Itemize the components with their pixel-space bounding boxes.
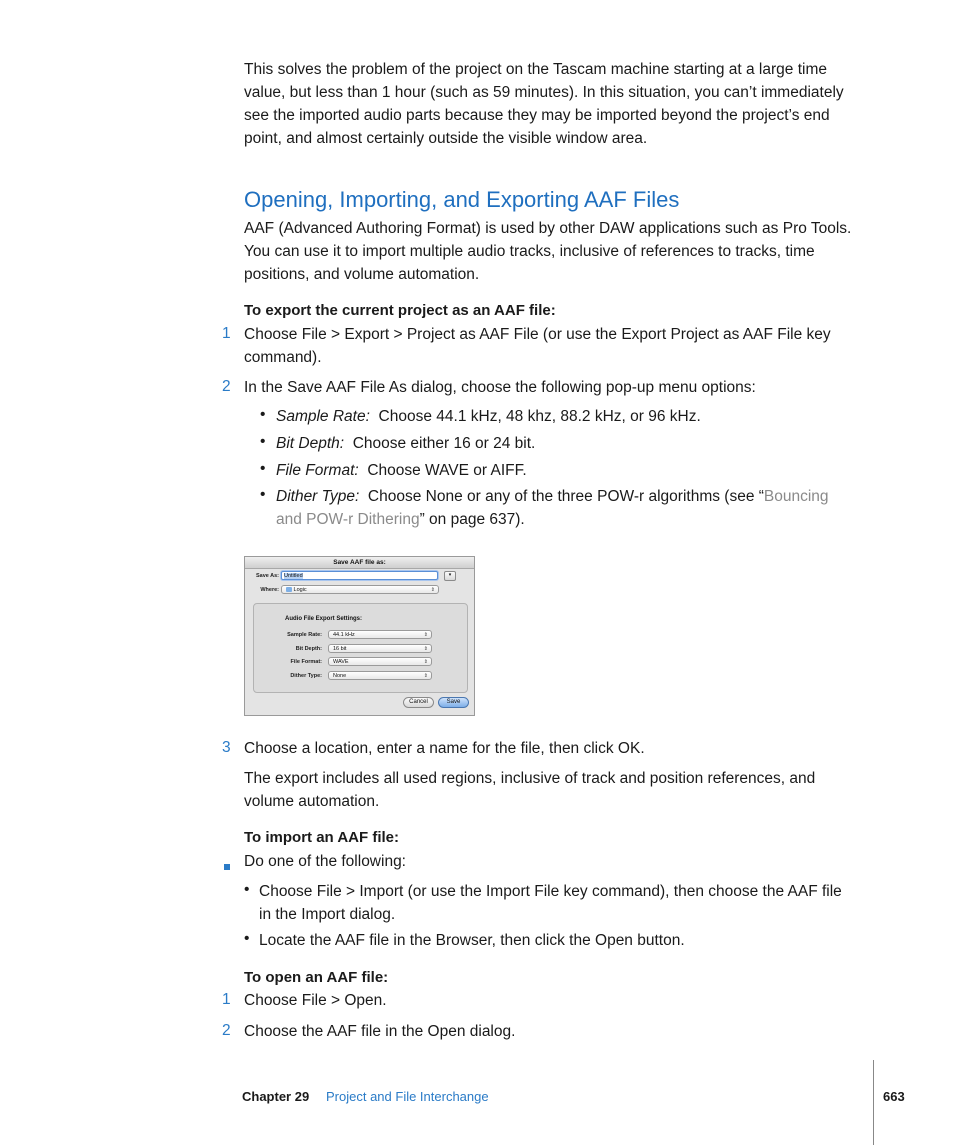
file-format-label: File Format: <box>290 659 322 665</box>
step-number: 2 <box>222 1022 231 1039</box>
popup-value: WAVE <box>333 659 349 665</box>
body-line: AAF (Advanced Authoring Format) is used by other DAW applications such as Pro Tools. <box>244 220 852 237</box>
export-settings-group <box>253 603 468 693</box>
updown-arrows-icon: ⇕ <box>423 673 428 679</box>
dither-type-label: Dither Type: <box>290 673 322 679</box>
bouncing-link[interactable]: Bouncing <box>763 488 829 505</box>
save-aaf-dialog <box>244 556 475 716</box>
result-line: The export includes all used regions, inclusive of track and position references, and <box>244 770 816 787</box>
bullet-desc-after: ” on page 637). <box>419 511 525 528</box>
bullet-line: Choose File > Import (or use the Import File key command), then choose the AAF file <box>259 883 842 900</box>
bullet-desc: Choose WAVE or AIFF. <box>367 462 527 479</box>
file-format-popup[interactable] <box>328 657 432 666</box>
bullet-dot: • <box>260 486 266 503</box>
body-line: positions, and volume automation. <box>244 266 480 283</box>
save-as-field[interactable] <box>281 571 438 580</box>
step-number: 1 <box>222 991 231 1008</box>
chevron-down-icon: ▾ <box>448 572 452 578</box>
step-line: Choose File > Export > Project as AAF File (or use the Export Project as AAF File key <box>244 326 831 343</box>
body-line: You can use it to import multiple audio tracks, inclusive of references to tracks, time <box>244 243 815 260</box>
popup-value: None <box>333 673 347 679</box>
export-result <box>244 767 884 813</box>
dither-type-popup[interactable] <box>328 671 432 680</box>
where-label: Where: <box>260 587 279 593</box>
bullet-line: in the Import dialog. <box>259 906 396 923</box>
footer-divider <box>873 1060 874 1145</box>
save-as-label: Save As: <box>255 573 279 579</box>
page-number: 663 <box>883 1089 905 1104</box>
bullet-dot: • <box>244 881 250 898</box>
bullet-dot: • <box>244 930 250 947</box>
bit-depth-label: Bit Depth: <box>295 646 322 652</box>
intro-line: value, but less than 1 hour (such as 59 minutes). In this situation, you can’t immediately <box>244 84 844 101</box>
import-task-title: To import an AAF file: <box>244 829 399 846</box>
save-button[interactable]: Save <box>438 697 469 708</box>
import-bullet-2: Locate the AAF file in the Browser, then click the Open button. <box>259 932 685 949</box>
popup-value: 16 bit <box>333 646 347 652</box>
open-step-1: Choose File > Open. <box>244 992 387 1009</box>
sample-rate-popup[interactable] <box>328 630 432 639</box>
updown-arrows-icon: ⇕ <box>423 646 428 652</box>
intro-line: This solves the problem of the project on the Tascam machine starting at a large time <box>244 61 827 78</box>
cancel-button[interactable]: Cancel <box>403 697 434 708</box>
dialog-title: Save AAF file as: <box>245 557 474 569</box>
open-step-2: Choose the AAF file in the Open dialog. <box>244 1023 516 1040</box>
expand-button[interactable] <box>444 571 456 581</box>
sample-rate-label: Sample Rate: <box>287 632 322 638</box>
folder-icon <box>286 587 292 592</box>
pow-r-dithering-link[interactable]: and POW-r Dithering <box>276 511 420 528</box>
popup-value: 44.1 kHz <box>333 632 355 638</box>
step-number: 2 <box>222 378 231 395</box>
bullet-term: Dither Type: <box>276 488 360 505</box>
square-bullet-icon <box>224 857 230 875</box>
bullet-dither-type <box>276 485 876 531</box>
section-heading: Opening, Importing, and Exporting AAF Files <box>244 187 680 212</box>
updown-arrows-icon: ⇕ <box>430 587 435 593</box>
bullet-term: File Format: <box>276 462 359 479</box>
bit-depth-popup[interactable] <box>328 644 432 653</box>
bullet-sample-rate <box>276 405 701 428</box>
export-step-3: Choose a location, enter a name for the file, then click OK. <box>244 740 645 757</box>
bullet-desc: Choose either 16 or 24 bit. <box>352 435 536 452</box>
bullet-term: Sample Rate: <box>276 408 370 425</box>
bullet-desc: Choose 44.1 kHz, 48 khz, 88.2 kHz, or 96 kHz. <box>378 408 701 425</box>
intro-line: see the imported audio parts because they may be imported beyond the project’s end <box>244 107 830 124</box>
save-as-value: Untitled <box>284 573 303 579</box>
export-step-1 <box>244 323 884 369</box>
bullet-term: Bit Depth: <box>276 435 345 452</box>
bullet-desc: Choose None or any of the three POW-r algorithms (see “ <box>367 488 764 505</box>
import-bullet-1 <box>259 880 889 926</box>
export-step-2: In the Save AAF File As dialog, choose the following pop-up menu options: <box>244 379 756 396</box>
bullet-dot: • <box>260 460 266 477</box>
step-number: 1 <box>222 325 231 342</box>
result-line: volume automation. <box>244 793 380 810</box>
bullet-bit-depth <box>276 432 535 455</box>
footer-chapter: Chapter 29 <box>242 1089 310 1104</box>
group-title: Audio File Export Settings: <box>285 616 363 622</box>
step-line: command). <box>244 349 322 366</box>
bullet-file-format <box>276 459 527 482</box>
open-task-title: To open an AAF file: <box>244 969 389 986</box>
updown-arrows-icon: ⇕ <box>423 659 428 665</box>
where-popup[interactable] <box>281 585 439 594</box>
section-body <box>244 217 884 286</box>
bullet-dot: • <box>260 406 266 423</box>
updown-arrows-icon: ⇕ <box>423 632 428 638</box>
where-value: Logic <box>293 587 307 593</box>
bullet-dot: • <box>260 433 266 450</box>
intro-line: point, and almost certainly outside the visible window area. <box>244 130 648 147</box>
step-number: 3 <box>222 739 231 756</box>
import-main: Do one of the following: <box>244 853 406 870</box>
footer-chapter-title[interactable]: Project and File Interchange <box>326 1089 489 1104</box>
intro-paragraph <box>244 58 884 150</box>
export-task-title: To export the current project as an AAF file: <box>244 302 556 319</box>
